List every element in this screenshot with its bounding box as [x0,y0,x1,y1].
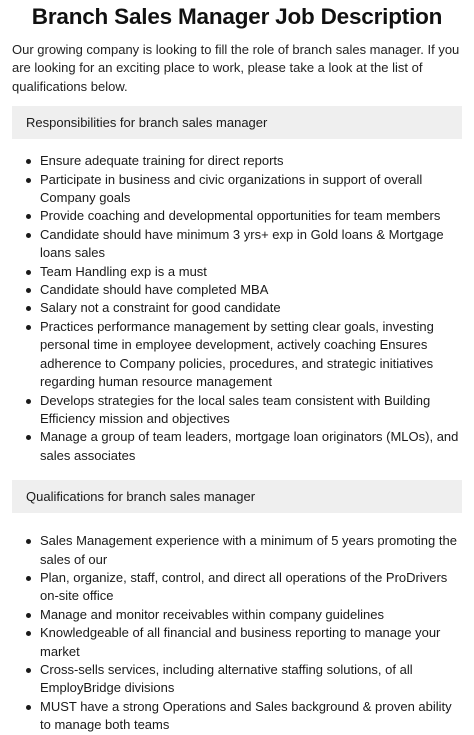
qualifications-list [12,532,462,734]
responsibilities-list [12,152,462,465]
list-item [40,532,462,569]
list-item [40,318,462,392]
list-item-text: Manage a group of team leaders, mortgage loan originators (MLOs), and sales associates [40,429,459,463]
list-item [40,624,462,661]
list-item [40,698,462,735]
list-item-text: Sales Management experience with a minimum of 5 years promoting the sales of our [40,533,457,567]
list-item-text: Develops strategies for the local sales team consistent with Building Efficiency mission and objectives [40,392,431,426]
bullet-icon [26,435,31,440]
list-item-text: Candidate should have minimum 3 yrs+ exp in Gold loans & Mortgage loans sales [40,226,444,261]
page-title: Branch Sales Manager Job Description [31,4,443,29]
bullet-icon [26,631,31,636]
list-item [40,281,462,299]
list-item-text: Salary not a constraint for good candidate [40,300,281,316]
list-item [40,392,462,429]
bullet-icon [26,306,31,311]
bullet-icon [26,399,31,404]
bullet-icon [26,233,31,238]
bullet-icon [26,539,31,544]
list-item-text: Team Handling exp is a must [40,263,207,279]
bullet-icon [26,214,31,219]
responsibilities-heading: Responsibilities for branch sales manager [26,115,268,131]
qualifications-heading: Qualifications for branch sales manager [26,489,256,505]
list-item [40,661,462,698]
list-item [40,299,462,317]
responsibilities-section-header [12,106,462,139]
list-item [40,152,462,170]
bullet-icon [26,270,31,275]
list-item-text: Participate in business and civic organizations in support of overall Company goals [40,171,423,206]
list-item [40,226,462,263]
list-item-text: Knowledgeable of all financial and business reporting to manage your market [40,625,441,659]
list-item-text: MUST have a strong Operations and Sales background & proven ability to manage both teams [40,698,452,733]
list-item-text: Plan, organize, staff, control, and direct all operations of the ProDrivers on-site office [40,569,448,604]
list-item-text: Cross-sells services, including alternative staffing solutions, of all EmployBridge divisions [40,661,413,696]
list-item-text: Manage and monitor receivables within company guidelines [40,606,384,622]
list-item-text: Provide coaching and developmental opportunities for team members [40,208,441,224]
bullet-icon [26,668,31,673]
bullet-icon [26,576,31,581]
qualifications-section-header [12,480,462,513]
list-item [40,428,462,465]
intro-paragraph: Our growing company is looking to fill the role of branch sales manager. If you are looking for an exciting place to work, please take a look at the list of qualifications below. [12,42,460,94]
list-item-text: Practices performance management by setting clear goals, investing personal time in employee development, actively coaching Ensures adherence to Company policies, procedures, and strategic initiatives regarding human resource management [40,318,434,390]
bullet-icon [26,325,31,330]
list-item [40,569,462,606]
list-item [40,263,462,281]
list-item-text: Ensure adequate training for direct reports [40,153,284,169]
bullet-icon [26,288,31,293]
list-item [40,207,462,225]
bullet-icon [26,613,31,618]
list-item-text: Candidate should have completed MBA [40,282,269,298]
list-item [40,606,462,624]
bullet-icon [26,705,31,710]
bullet-icon [26,178,31,183]
list-item [40,171,462,208]
bullet-icon [26,159,31,164]
